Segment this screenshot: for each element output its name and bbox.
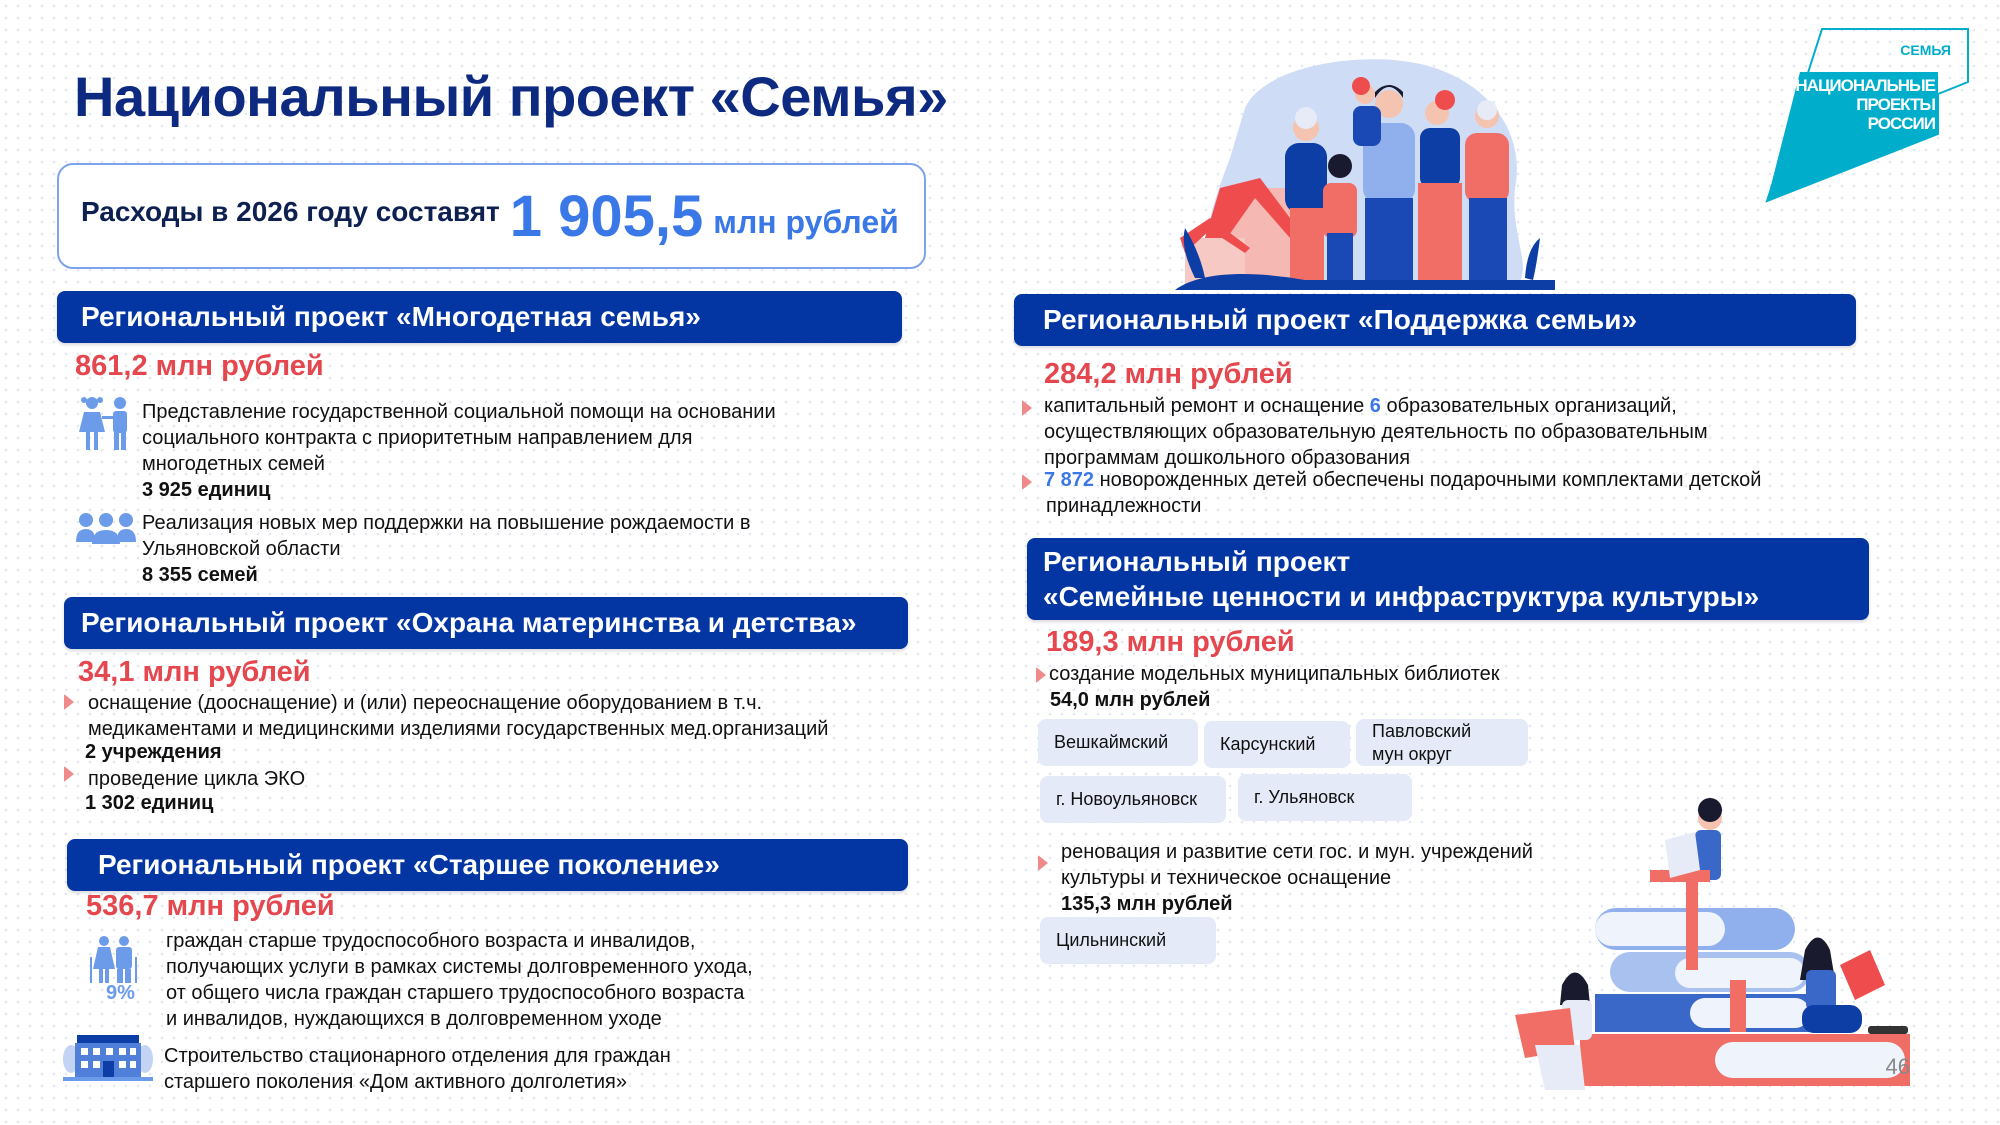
logo-line-2: ПРОЕКТЫ [1856,95,1935,114]
highlight-number: 6 [1369,395,1381,417]
chip-ulyanovsk: г. Ульяновск [1238,774,1412,821]
text-line: многодетных семей [142,453,325,475]
starshee-item-1-text [166,928,906,1032]
page-number: 46 [1885,1054,1910,1079]
podderzhka-item-1-text [1044,393,1864,471]
bullet-icon [64,766,74,782]
okhrana-item-1-text [88,690,908,742]
elderly-percentage-badge: 9% [106,982,135,1004]
text-line: от общего числа граждан старшего трудоспособного возраста [166,982,745,1004]
elderly-couple-icon [88,935,140,985]
readers-on-books-illustration [1490,790,1930,1110]
text-line: оснащение (дооснащение) и (или) переоснащение оборудованием в т.ч. [88,692,763,714]
mnogodetnaya-item-2-text [142,510,902,588]
bullet-icon [64,694,74,710]
text-line: Представление государственной социальной помощи на основании [142,401,776,423]
logo-top-label: СЕМЬЯ [1900,42,1951,58]
family-illustration [1175,48,1555,290]
text-line: Реализация новых мер поддержки на повышение рождаемости в [142,512,751,534]
starshee-item-2-text [164,1043,904,1095]
item-value: 3 925 единиц [142,479,271,501]
bullet-icon [1038,855,1048,871]
text-line: культуры и техническое оснащение [1061,867,1392,889]
mnogodetnaya-item-1-text [142,399,902,503]
chip-karsunsky: Карсунский [1204,721,1350,768]
group-icon [76,512,136,544]
text-line: Строительство стационарного отделения для граждан [164,1045,671,1067]
text-line: программам дошкольного образования [1044,447,1411,469]
header-line-1: Региональный проект [1043,546,1351,577]
bullet-icon [1036,667,1046,683]
national-projects-logo [1760,26,1975,206]
total-unit: млн рублей [713,203,899,240]
project-amount-mnogodetnaya: 861,2 млн рублей [75,350,324,382]
project-amount-podderzhka: 284,2 млн рублей [1044,358,1293,390]
text-line: социального контракта с приоритетным направлением для [142,427,693,449]
project-amount-kultura: 189,3 млн рублей [1046,626,1295,658]
header-line-2: «Семейные ценности и инфраструктура культуры» [1043,581,1760,612]
logo-line-3: РОССИИ [1867,114,1935,133]
text-line: реновация и развитие сети гос. и мун. учреждений [1061,841,1533,863]
project-amount-starshee: 536,7 млн рублей [86,890,335,922]
building-icon [63,1035,153,1081]
project-header-okhrana: Региональный проект «Охрана материнства и детства» [64,597,908,649]
bullet-icon [1022,474,1032,490]
total-expenses-box [57,163,926,269]
okhrana-item-2-text: проведение цикла ЭКО [88,768,306,790]
logo-line-1: НАЦИОНАЛЬНЫЕ [1795,76,1935,95]
text-line: 7 872 новорожденных детей обеспечены подарочными комплектами детской [1044,469,1762,491]
total-lead: Расходы в 2026 году составят [81,196,500,227]
chip-tsilninsky: Цильнинский [1040,917,1216,964]
total-amount: 1 905,5 [509,183,704,249]
family-icon [1175,48,1555,290]
okhrana-item-2-value: 1 302 единиц [85,792,214,814]
kultura-item-1-value: 54,0 млн рублей [1050,689,1211,711]
item-value: 8 355 семей [142,564,258,586]
chip-novoulyanovsk: г. Новоульяновск [1040,776,1226,823]
text-line: капитальный ремонт и оснащение 6 образовательных организаций, [1044,395,1677,417]
bullet-icon [1022,400,1032,416]
project-header-starshee: Региональный проект «Старшее поколение» [67,839,908,891]
project-amount-okhrana: 34,1 млн рублей [78,656,311,688]
project-header-podderzhka: Региональный проект «Поддержка семьи» [1014,294,1856,346]
highlight-number: 7 872 [1044,469,1095,491]
project-header-mnogodetnaya: Региональный проект «Многодетная семья» [57,291,902,343]
chip-pavlovsky: Павловский мун округ [1356,719,1528,766]
text-line: Ульяновской области [142,538,341,560]
text-line: и инвалидов, нуждающихся в долговременном уходе [166,1008,662,1030]
text-line: граждан старше трудоспособного возраста и инвалидов, [166,930,696,952]
page-title: Национальный проект «Семья» [74,65,948,128]
text-line: осуществляющих образовательную деятельность по образовательным [1044,421,1708,443]
text-line: получающих услуги в рамках системы долговременного ухода, [166,956,753,978]
chip-veshkaimsky: Вешкаймский [1038,719,1198,766]
readers-icon [1490,790,1930,1110]
kultura-item-1-text: создание модельных муниципальных библиотек [1049,663,1500,685]
text-line: старшего поколения «Дом активного долголетия» [164,1071,627,1093]
podderzhka-item-2-text [1044,467,1874,519]
project-header-kultura [1027,538,1869,620]
item-value: 135,3 млн рублей [1061,893,1233,915]
okhrana-item-1-value: 2 учреждения [85,741,222,763]
children-icon [76,396,136,452]
text-line: медикаментами и медицинскими изделиями государственных мед.организаций [88,718,829,740]
text-line: принадлежности [1046,495,1202,517]
